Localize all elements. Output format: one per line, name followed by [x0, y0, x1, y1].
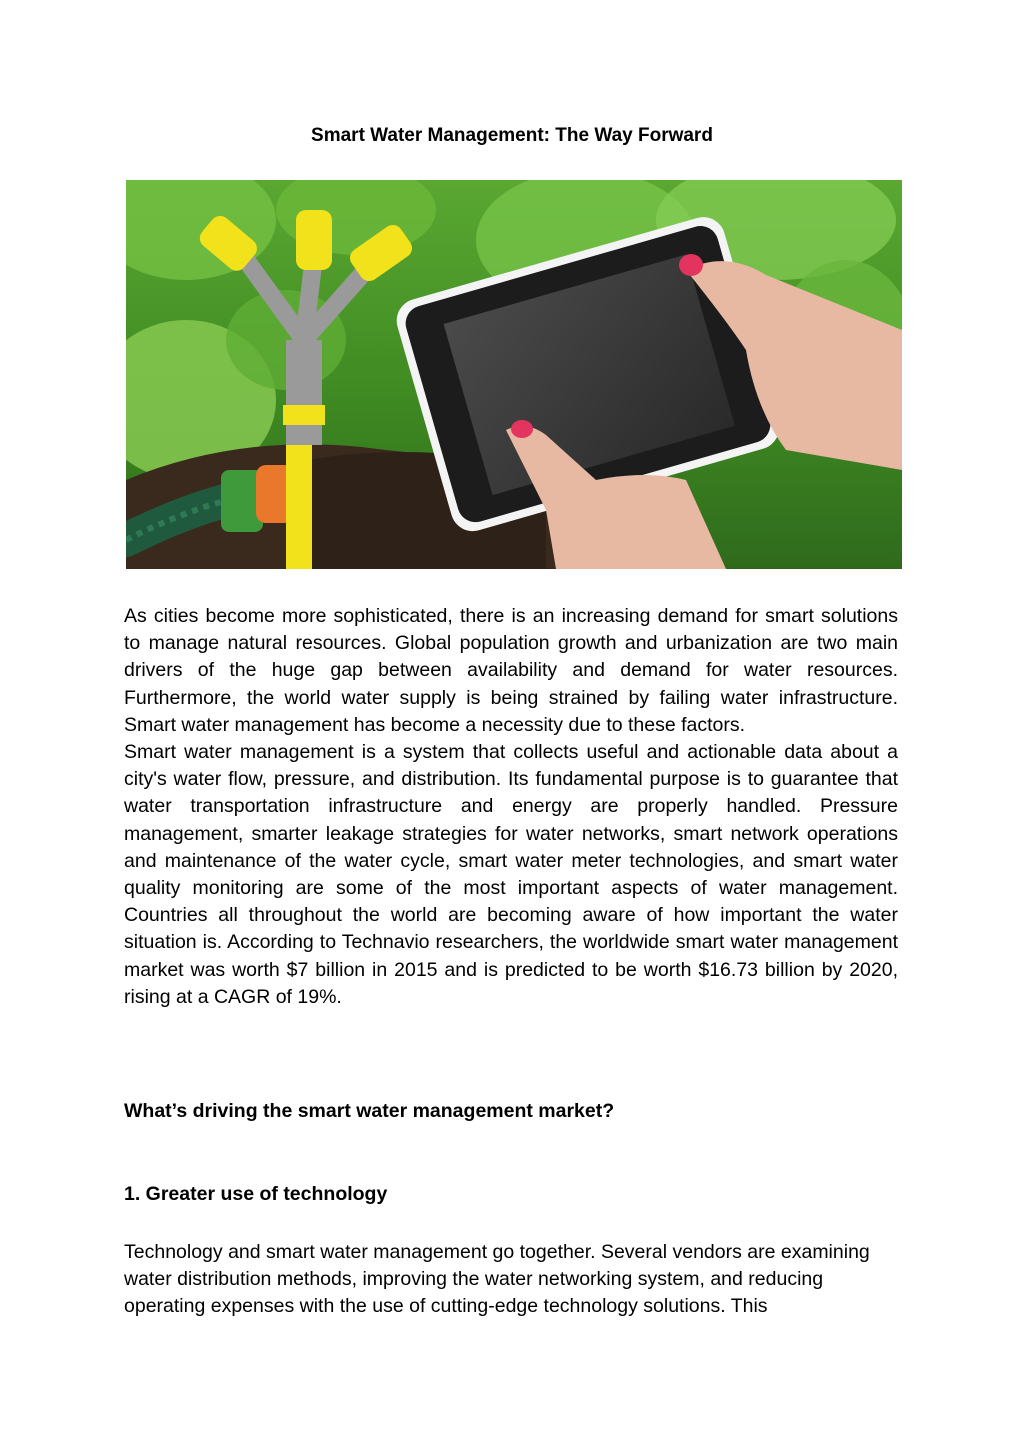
intro-paragraphs	[124, 603, 898, 1011]
subsection-paragraph: Technology and smart water management go together. Several vendors are examining water distribution methods, improving the water networking system, and reducing operating expenses with the use of cutting-edge technology solutions. This	[124, 1241, 870, 1318]
paragraph-2: Smart water management is a system that collects useful and actionable data about a city's water flow, pressure, and distribution. Its fundamental purpose is to guarantee that water transportation infrastructure and energy are properly handled. Pressure management, smarter leakage strategies for water networks, smart network operations and maintenance of the water cycle, smart water meter technologies, and smart water quality monitoring are some of the most important aspects of water management. Countries all throughout the world are becoming aware of how important the water situation is. According to Technavio researchers, the worldwide smart water management market was worth $7 billion in 2015 and is predicted to be worth $16.73 billion by 2020, rising at a CAGR of 19%.	[124, 741, 898, 1008]
section-heading: What’s driving the smart water management market?	[124, 1100, 615, 1122]
paragraph-1: As cities become more sophisticated, there is an increasing demand for smart solutions to manage natural resources. Global population growth and urbanization are two main drivers of the huge gap between availability and demand for water resources. Furthermore, the world water supply is being strained by failing water infrastructure. Smart water management has become a necessity due to these factors.	[124, 605, 898, 736]
subsection-heading: 1. Greater use of technology	[124, 1183, 388, 1205]
document-title: Smart Water Management: The Way Forward	[311, 125, 713, 146]
hero-image	[126, 180, 902, 569]
